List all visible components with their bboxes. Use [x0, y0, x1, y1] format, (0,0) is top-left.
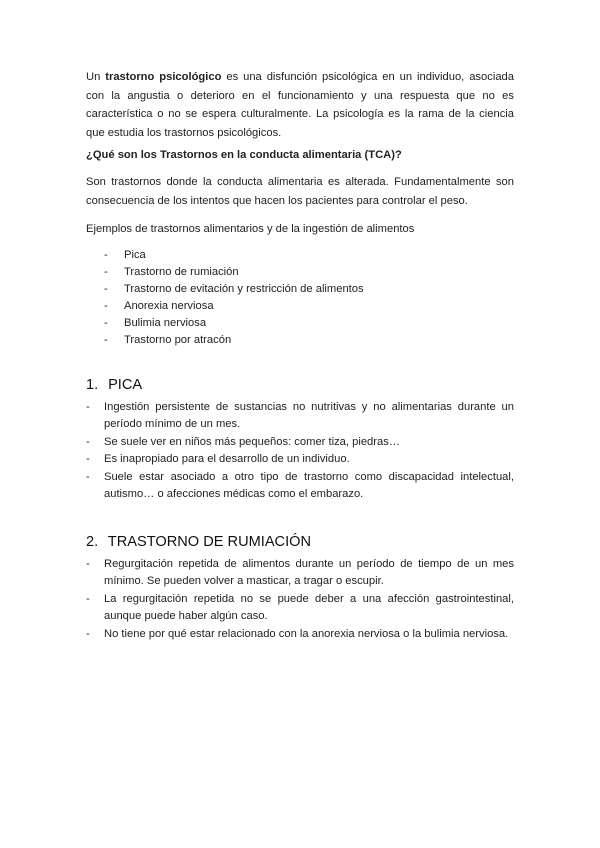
- dash-marker: -: [86, 470, 90, 483]
- list-item: [86, 315, 514, 332]
- list-item-text: Trastorno de evitación y restricción de alimentos: [124, 282, 364, 295]
- dash-marker: -: [104, 299, 108, 312]
- dash-marker: -: [104, 316, 108, 329]
- dash-marker: -: [104, 265, 108, 278]
- examples-list: [86, 247, 514, 349]
- tca-heading: ¿Qué son los Trastornos en la conducta alimentaria (TCA)?: [86, 149, 402, 162]
- list-item: [86, 332, 514, 349]
- list-item: [86, 264, 514, 281]
- dash-marker: -: [86, 557, 90, 570]
- list-item: [86, 247, 514, 264]
- section-heading: [86, 532, 514, 552]
- list-item: [86, 556, 514, 591]
- list-item-text: La regurgitación repetida no se puede deber a una afección gastrointestinal, aunque puede haber algún caso.: [104, 592, 514, 623]
- document-body: [86, 68, 514, 643]
- section-points: [86, 556, 514, 644]
- list-item-text: Trastorno por atracón: [124, 333, 232, 346]
- list-item-text: Trastorno de rumiación: [124, 265, 239, 278]
- list-item-text: Es inapropiado para el desarrollo de un individuo.: [104, 453, 350, 466]
- dash-marker: -: [86, 592, 90, 605]
- examples-intro: Ejemplos de trastornos alimentarios y de la ingestión de alimentos: [86, 223, 415, 236]
- list-item: [86, 591, 514, 626]
- list-item-text: Se suele ver en niños más pequeños: comer tiza, piedras…: [104, 435, 401, 448]
- list-item-text: Bulimia nerviosa: [124, 316, 207, 329]
- section-rumiacion: [86, 532, 514, 644]
- list-item: [86, 626, 514, 644]
- section-pica: [86, 375, 514, 504]
- section-number: 2.: [86, 533, 99, 550]
- dash-marker: -: [86, 627, 90, 640]
- section-title: TRASTORNO DE RUMIACIÓN: [107, 533, 312, 550]
- list-item-text: No tiene por qué estar relacionado con la anorexia nerviosa o la bulimia nerviosa.: [104, 627, 509, 640]
- list-item: [86, 434, 514, 452]
- list-item-text: Regurgitación repetida de alimentos durante un período de tiempo de un mes mínimo. Se pueden volver a masticar, a tragar o escupir.: [104, 557, 514, 588]
- list-item-text: Ingestión persistente de sustancias no nutritivas y no alimentarias durante un período mínimo de un mes.: [104, 400, 514, 431]
- section-title: PICA: [108, 376, 143, 393]
- dash-marker: -: [86, 400, 90, 413]
- tca-paragraph: Son trastornos donde la conducta alimentaria es alterada. Fundamentalmente son consecuencia de los intentos que hacen los pacientes para controlar el peso.: [86, 175, 514, 207]
- intro-rest: es una disfunción psicológica en un individuo, asociada con la angustia o deterioro en el funcionamiento y una respuesta que no es característica o no se espera culturalmente. La psicología es la rama de la ciencia que estudia los trastornos psicológicos.: [86, 71, 514, 139]
- dash-marker: -: [104, 248, 108, 261]
- dash-marker: -: [86, 435, 90, 448]
- dash-marker: -: [86, 453, 90, 466]
- section-points: [86, 399, 514, 504]
- intro-term: trastorno psicológico: [105, 71, 222, 83]
- list-item: [86, 281, 514, 298]
- list-item: [86, 399, 514, 434]
- list-item: [86, 469, 514, 504]
- intro-paragraph: [86, 68, 514, 142]
- section-heading: [86, 375, 514, 395]
- dash-marker: -: [104, 333, 108, 346]
- intro-prefix: Un: [86, 71, 106, 83]
- section-number: 1.: [86, 376, 99, 393]
- list-item-text: Suele estar asociado a otro tipo de trastorno como discapacidad intelectual, autismo… o afecciones médicas como el embarazo.: [104, 470, 514, 501]
- list-item-text: Anorexia nerviosa: [124, 299, 214, 312]
- list-item-text: Pica: [124, 248, 146, 261]
- dash-marker: -: [104, 282, 108, 295]
- list-item: [86, 451, 514, 469]
- list-item: [86, 298, 514, 315]
